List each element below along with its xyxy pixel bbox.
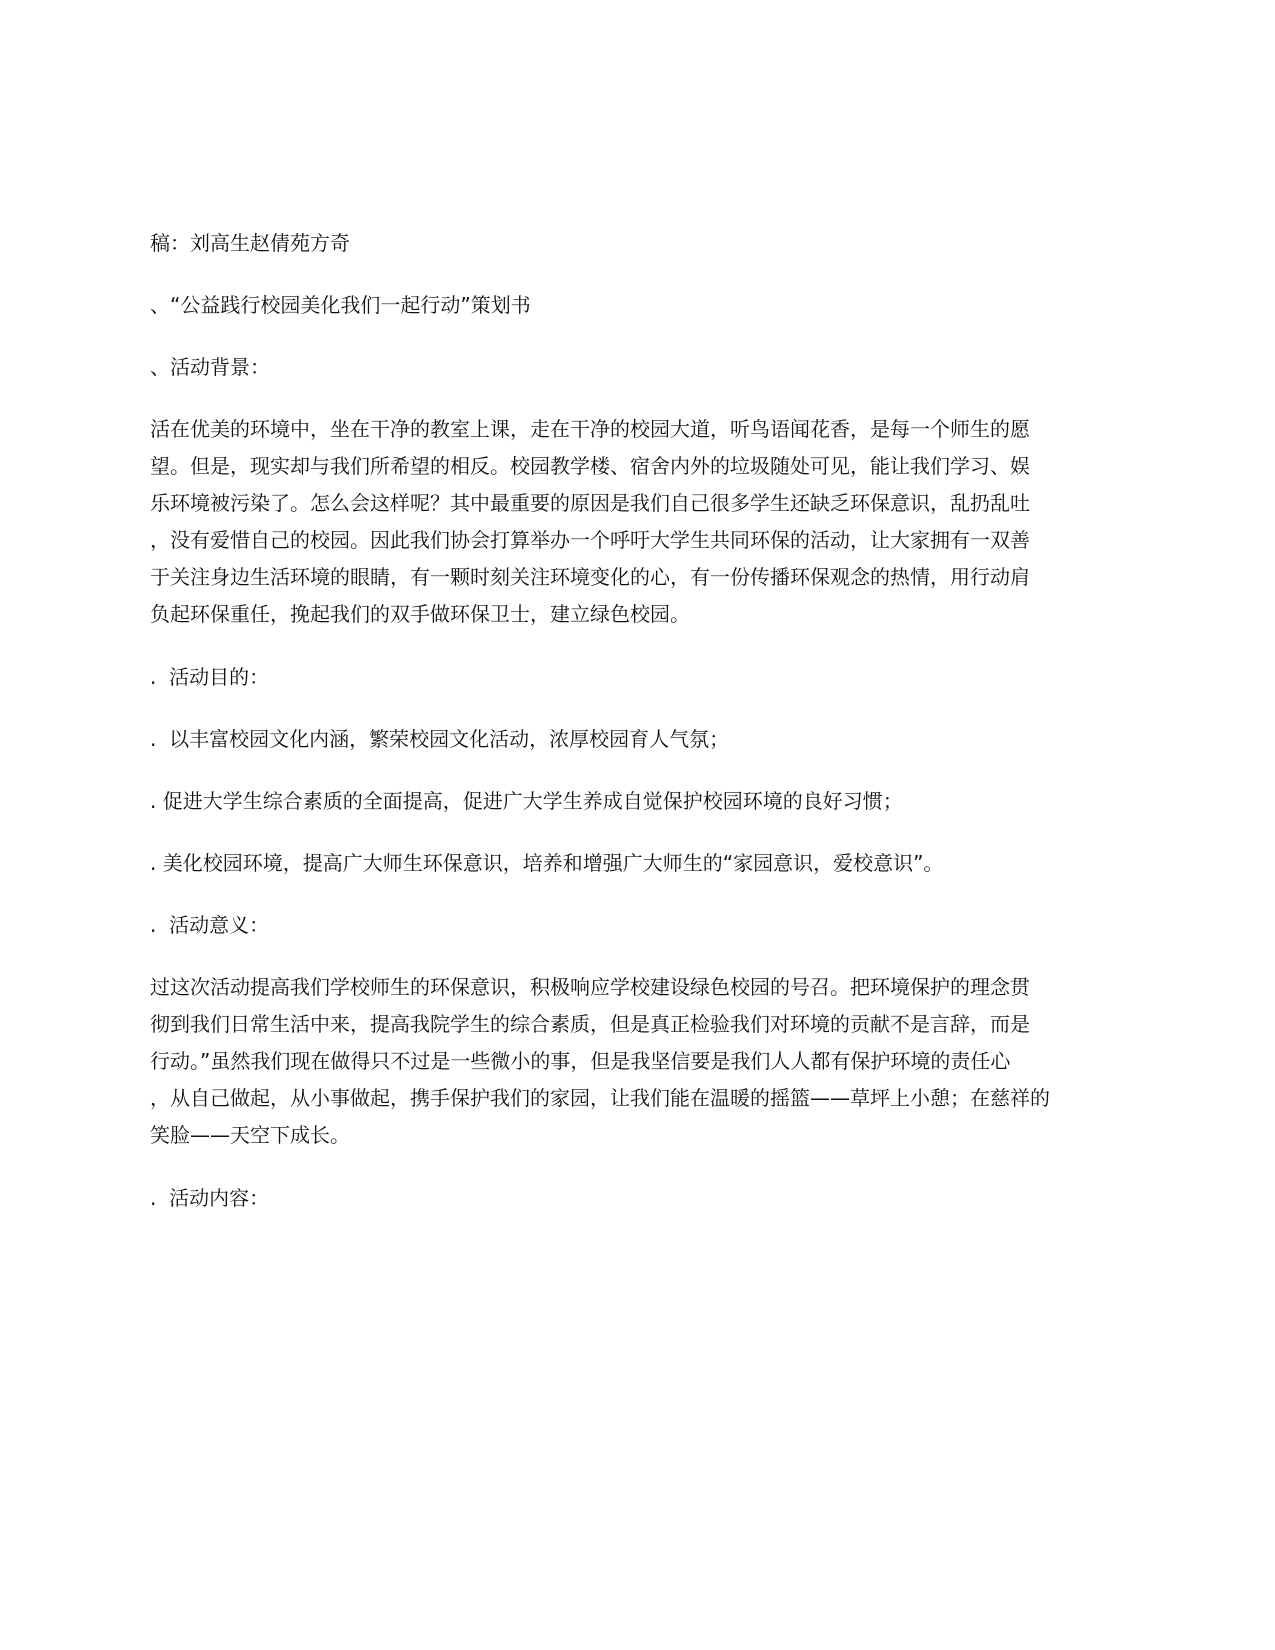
background-line: 于关注身边生活环境的眼睛，有一颗时刻关注环境变化的心，有一份传播环保观念的热情，用行动肩 <box>150 565 1030 589</box>
meaning-line: 笑脸——天空下成长。 <box>150 1123 350 1147</box>
meaning-line: 彻到我们日常生活中来，提高我院学生的综合素质，但是真正检验我们对环境的贡献不是言辞，而是 <box>150 1012 1030 1036</box>
purpose-item: . 美化校园环境，提高广大师生环保意识，培养和增强广大师生的“家园意识，爱校意识”。 <box>150 851 944 875</box>
meaning-line: 过这次活动提高我们学校师生的环保意识，积极响应学校建设绿色校园的号召。把环境保护的理念贯 <box>150 975 1030 999</box>
document-body <box>150 225 1120 1242</box>
background-line: 活在优美的环境中，坐在干净的教室上课，走在干净的校园大道，听鸟语闻花香，是每一个师生的愿 <box>150 417 1030 441</box>
background-line: 望。但是，现实却与我们所希望的相反。校园教学楼、宿舍内外的垃圾随处可见，能让我们学习、娱 <box>150 454 1030 478</box>
purpose-item: . 以丰富校园文化内涵，繁荣校园文化活动，浓厚校园育人气氛； <box>150 727 730 751</box>
background-line: 乐环境被污染了。怎么会这样呢？其中最重要的原因是我们自己很多学生还缺乏环保意识，乱扔乱吐 <box>150 491 1030 515</box>
background-line: 负起环保重任，挽起我们的双手做环保卫士，建立绿色校园。 <box>150 602 690 626</box>
purpose-item: . 促进大学生综合素质的全面提高，促进广大学生养成自觉保护校园环境的良好习惯； <box>150 789 903 813</box>
meaning-line: 行动。”虽然我们现在做得只不过是一些微小的事，但是我坚信要是我们人人都有保护环境的责任心 <box>150 1049 1011 1073</box>
meaning-heading: . 活动意义： <box>150 913 270 937</box>
document-title: 、“公益践行校园美化我们一起行动”策划书 <box>150 293 531 317</box>
author-line: 稿：刘高生赵倩苑方奇 <box>150 231 350 255</box>
background-line: ，没有爱惜自己的校园。因此我们协会打算举办一个呼吁大学生共同环保的活动，让大家拥有一双善 <box>150 528 1030 552</box>
meaning-paragraph <box>150 969 1120 1154</box>
meaning-line: ，从自己做起，从小事做起，携手保护我们的家园，让我们能在温暖的摇篮——草坪上小憩；在慈祥的 <box>150 1086 1050 1110</box>
purpose-heading: . 活动目的： <box>150 665 270 689</box>
content-heading: . 活动内容： <box>150 1186 270 1210</box>
background-heading: 、活动背景： <box>150 355 270 379</box>
background-paragraph <box>150 411 1120 633</box>
